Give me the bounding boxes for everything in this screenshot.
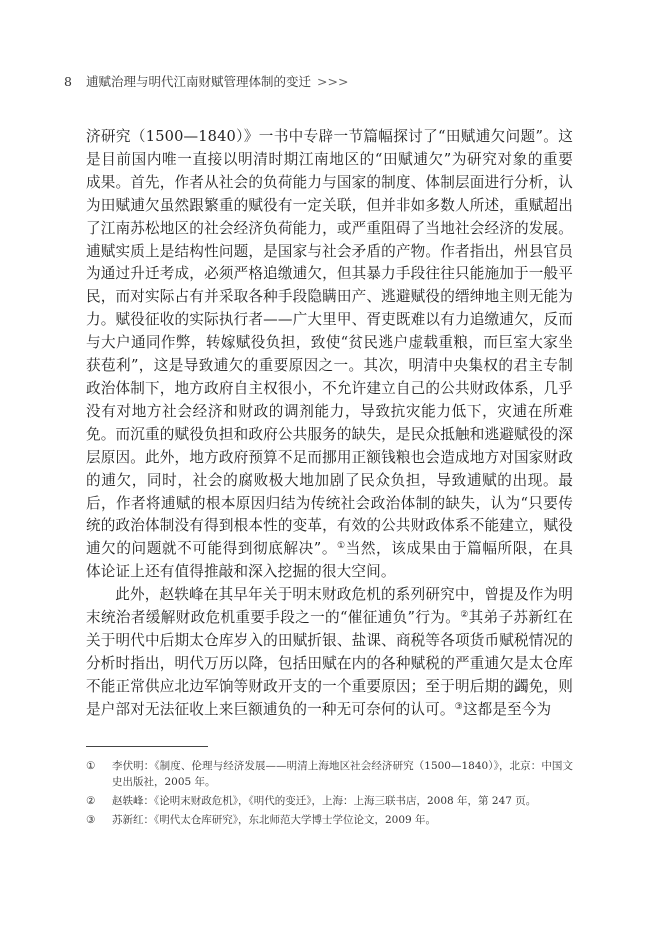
text-segment: 此外，赵轶峰在其早年关于明末财政危机的系列研究中，曾提及作为明末统治者缓解财政危机重要手段之一的“催征逋负”行为。 <box>86 586 573 627</box>
footnote-text: 李伏明：《制度、伦理与经济发展——明清上海地区社会经济研究（1500—1840）》，北京：中国文史出版社，2005 年。 <box>112 760 573 788</box>
footnote-mark: ① <box>86 760 96 772</box>
text-segment: 这都是至今为 <box>462 700 552 718</box>
running-title: 逋赋治理与明代江南财赋管理体制的变迁 <box>86 74 312 89</box>
text-segment: 当然，该成果由于篇幅所限，在具体论证上还有值得推敲和深入挖掘的很大空间。 <box>86 540 573 581</box>
footnote-separator <box>86 746 208 747</box>
text-segment: 其弟子苏新红在关于明代中后期太仓库岁入的田赋折银、盐课、商税等各项货币赋税情况的分析时指出，明代万历以降，包括田赋在内的各种赋税的严重逋欠是太仓库不能正常供应北边军饷等财政开支的一个重要原因；至于明后期的蠲免，则是户部对无法征收上来巨额逋负的一种无可奈何的认可。 <box>86 609 573 718</box>
header-arrows: >>> <box>317 74 349 89</box>
footnote-ref-3[interactable]: ③ <box>454 701 463 712</box>
footnotes <box>86 758 573 831</box>
text-segment: 济研究（1500—1840）》一书中专辟一节篇幅探讨了“田赋逋欠问题”。这是目前国内唯一直接以明清时期江南地区的“田赋逋欠”为研究对象的重要成果。首先，作者从社会的负荷能力与国家的制度、体制层面进行分析，认为田赋逋欠虽然跟繁重的赋役有一定关联，但并非如多数人所述，重赋超出了江南苏松地区的社会经济负荷能力，或严重阻碍了当地社会经济的发展。逋赋实质上是结构性问题，是国家与社会矛盾的产物。作者指出，州县官员为通过升迁考成，必须严格追缴逋欠，但其暴力手段往往只能施加于一般平民，而对实际占有并采取各种手段隐瞒田产、逃避赋役的缙绅地主则无能为力。赋役征收的实际执行者——广大里甲、胥吏既难以有力追缴逋欠，反而与大户通同作弊，转嫁赋役负担，致使“贫民逃户虚载重粮，而巨室大家坐获苞利”，这是导致逋欠的重要原因之一。其次，明清中央集权的君主专制政治体制下，地方政府自主权很小，不允许建立自己的公共财政体系，几乎没有对地方社会经济和财政的调剂能力，导致抗灾能力低下，灾逋在所难免。而沉重的赋役负担和政府公共服务的缺失，是民众抵触和逃避赋役的深层原因。此外，地方政府预算不足而挪用正额钱粮也会造成地方对国家财政的逋欠，同时，社会的腐败极大地加剧了民众负担，导致逋赋的出现。最后，作者将逋赋的根本原因归结为传统社会政治体制的缺失，认为“只要传统的政治体制没有得到根本性的变革，有效的公共财政体系不能建立，赋役逋欠的问题就不可能得到彻底解决”。 <box>86 128 573 558</box>
footnote-text: 赵轶峰：《论明末财政危机》，《明代的变迁》，上海：上海三联书店，2008 年，第 247 页。 <box>112 795 537 807</box>
page-number: 8 <box>64 74 72 89</box>
paragraph-1 <box>86 126 573 584</box>
footnote-mark: ② <box>86 795 96 807</box>
paragraph-2 <box>86 584 573 721</box>
running-header <box>64 72 584 90</box>
main-text <box>86 126 573 722</box>
footnote-ref-2[interactable]: ② <box>460 610 469 621</box>
footnote-3 <box>86 812 573 828</box>
footnote-1 <box>86 758 573 790</box>
footnote-ref-1[interactable]: ① <box>337 541 346 552</box>
footnote-2 <box>86 793 573 809</box>
footnote-text: 苏新红：《明代太仓库研究》，东北师范大学博士学位论文，2009 年。 <box>112 814 437 826</box>
footnote-mark: ③ <box>86 814 96 826</box>
